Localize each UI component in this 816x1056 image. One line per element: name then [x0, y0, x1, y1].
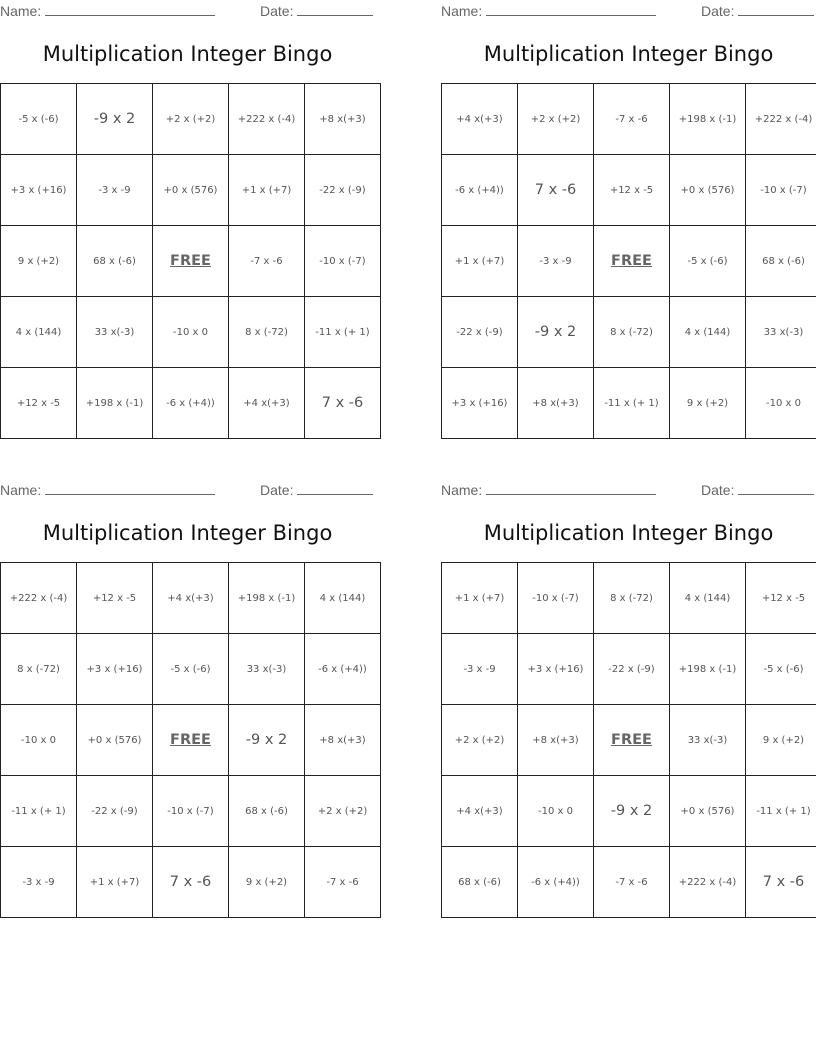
bingo-cell: +0 x (576): [77, 705, 153, 776]
bingo-cell: +222 x (-4): [229, 84, 305, 155]
bingo-cell: +0 x (576): [670, 776, 746, 847]
bingo-cell: 7 x -6: [518, 155, 594, 226]
bingo-cell: -5 x (-6): [1, 84, 77, 155]
bingo-cell: -7 x -6: [594, 847, 670, 918]
bingo-cell: +8 x(+3): [518, 368, 594, 439]
bingo-cell: -5 x (-6): [153, 634, 229, 705]
bingo-cell: 33 x(-3): [746, 297, 816, 368]
bingo-cell: +1 x (+7): [442, 226, 518, 297]
bingo-card: [441, 479, 816, 890]
bingo-card: [441, 0, 816, 409]
bingo-cell: 4 x (144): [1, 297, 77, 368]
bingo-cell: 9 x (+2): [670, 368, 746, 439]
bingo-grid: [0, 83, 381, 439]
bingo-cell: -11 x (+ 1): [594, 368, 670, 439]
bingo-grid: [441, 562, 816, 918]
bingo-cell: -3 x -9: [518, 226, 594, 297]
bingo-cell: +12 x -5: [746, 563, 816, 634]
bingo-cell: +2 x (+2): [442, 705, 518, 776]
bingo-cell: -5 x (-6): [670, 226, 746, 297]
bingo-cell: -6 x (+4)): [518, 847, 594, 918]
free-space: FREE: [153, 226, 229, 297]
bingo-cell: -9 x 2: [229, 705, 305, 776]
card-title: Multiplication Integer Bingo: [483, 521, 774, 545]
card-title: Multiplication Integer Bingo: [483, 42, 774, 66]
bingo-cell: 9 x (+2): [746, 705, 816, 776]
bingo-cell: +2 x (+2): [518, 84, 594, 155]
bingo-cell: -11 x (+ 1): [746, 776, 816, 847]
bingo-row: [442, 226, 816, 297]
bingo-card: [0, 0, 375, 411]
date-field: [260, 3, 373, 19]
name-field: [441, 3, 656, 19]
bingo-cell: +3 x (+16): [518, 634, 594, 705]
bingo-row: [442, 297, 816, 368]
bingo-cell: -5 x (-6): [746, 634, 816, 705]
name-blank-line: [486, 3, 656, 16]
date-blank-line: [297, 482, 373, 495]
bingo-row: [442, 705, 816, 776]
bingo-cell: -10 x (-7): [746, 155, 816, 226]
bingo-cell: -6 x (+4)): [153, 368, 229, 439]
name-field: [441, 482, 656, 498]
bingo-cell: +222 x (-4): [1, 563, 77, 634]
name-blank-line: [45, 482, 215, 495]
card-header: [441, 0, 816, 22]
bingo-cell: +12 x -5: [77, 563, 153, 634]
bingo-cell: -10 x 0: [518, 776, 594, 847]
bingo-cell: +8 x(+3): [305, 705, 381, 776]
bingo-row: [1, 634, 381, 705]
bingo-cell: -10 x (-7): [305, 226, 381, 297]
date-field: [701, 3, 814, 19]
bingo-cell: +0 x (576): [670, 155, 746, 226]
bingo-cell: -6 x (+4)): [305, 634, 381, 705]
bingo-cell: 4 x (144): [670, 563, 746, 634]
date-blank-line: [738, 3, 814, 16]
bingo-cell: +198 x (-1): [670, 634, 746, 705]
bingo-row: [1, 84, 381, 155]
bingo-cell: +3 x (+16): [442, 368, 518, 439]
bingo-cell: 7 x -6: [153, 847, 229, 918]
bingo-grid: [441, 83, 816, 439]
bingo-cell: -3 x -9: [1, 847, 77, 918]
bingo-row: [442, 155, 816, 226]
bingo-cell: 7 x -6: [746, 847, 816, 918]
date-field: [701, 482, 814, 498]
bingo-cell: 68 x (-6): [746, 226, 816, 297]
date-field: [260, 482, 373, 498]
name-blank-line: [486, 482, 656, 495]
bingo-cell: +4 x(+3): [442, 84, 518, 155]
bingo-cell: 9 x (+2): [229, 847, 305, 918]
card-header: [0, 0, 375, 22]
bingo-cell: +3 x (+16): [1, 155, 77, 226]
bingo-row: [442, 368, 816, 439]
bingo-cell: -22 x (-9): [442, 297, 518, 368]
bingo-cell: +222 x (-4): [746, 84, 816, 155]
bingo-cell: +1 x (+7): [77, 847, 153, 918]
card-header: [0, 479, 375, 501]
bingo-cell: +12 x -5: [594, 155, 670, 226]
bingo-row: [1, 226, 381, 297]
card-header: [441, 479, 816, 501]
bingo-row: [1, 776, 381, 847]
bingo-cell: +3 x (+16): [77, 634, 153, 705]
bingo-cell: 68 x (-6): [229, 776, 305, 847]
bingo-row: [442, 84, 816, 155]
bingo-cell: -7 x -6: [594, 84, 670, 155]
bingo-cell: -10 x (-7): [518, 563, 594, 634]
bingo-row: [1, 297, 381, 368]
bingo-cell: -11 x (+ 1): [305, 297, 381, 368]
bingo-cell: +2 x (+2): [153, 84, 229, 155]
bingo-cell: -6 x (+4)): [442, 155, 518, 226]
bingo-cell: +222 x (-4): [670, 847, 746, 918]
bingo-cell: -11 x (+ 1): [1, 776, 77, 847]
bingo-card: [0, 479, 375, 890]
bingo-cell: +4 x(+3): [442, 776, 518, 847]
date-blank-line: [738, 482, 814, 495]
bingo-cell: 8 x (-72): [229, 297, 305, 368]
bingo-cell: 68 x (-6): [77, 226, 153, 297]
bingo-cell: -3 x -9: [77, 155, 153, 226]
bingo-cell: -7 x -6: [305, 847, 381, 918]
bingo-cell: -10 x 0: [1, 705, 77, 776]
bingo-cell: -10 x 0: [746, 368, 816, 439]
bingo-row: [442, 776, 816, 847]
bingo-cell: 7 x -6: [305, 368, 381, 439]
date-blank-line: [297, 3, 373, 16]
free-space: FREE: [153, 705, 229, 776]
bingo-cell: 4 x (144): [670, 297, 746, 368]
bingo-cell: 8 x (-72): [594, 297, 670, 368]
bingo-cell: +198 x (-1): [670, 84, 746, 155]
bingo-cell: -7 x -6: [229, 226, 305, 297]
name-label: Name:: [0, 3, 42, 19]
date-label: Date:: [701, 3, 735, 19]
bingo-cell: 33 x(-3): [229, 634, 305, 705]
bingo-row: [442, 563, 816, 634]
bingo-cell: +4 x(+3): [153, 563, 229, 634]
bingo-cell: 4 x (144): [305, 563, 381, 634]
name-label: Name:: [441, 3, 483, 19]
bingo-cell: +4 x(+3): [229, 368, 305, 439]
bingo-cell: 33 x(-3): [670, 705, 746, 776]
free-space: FREE: [594, 705, 670, 776]
name-field: [0, 3, 215, 19]
bingo-row: [1, 155, 381, 226]
bingo-cell: +8 x(+3): [518, 705, 594, 776]
bingo-cell: +1 x (+7): [229, 155, 305, 226]
bingo-cell: -9 x 2: [77, 84, 153, 155]
bingo-row: [1, 847, 381, 918]
date-label: Date:: [701, 482, 735, 498]
bingo-row: [442, 847, 816, 918]
bingo-cell: -22 x (-9): [305, 155, 381, 226]
card-title: Multiplication Integer Bingo: [42, 521, 333, 545]
bingo-cell: -22 x (-9): [77, 776, 153, 847]
bingo-cell: 8 x (-72): [1, 634, 77, 705]
bingo-cell: +1 x (+7): [442, 563, 518, 634]
bingo-row: [1, 368, 381, 439]
bingo-row: [1, 705, 381, 776]
bingo-cell: +12 x -5: [1, 368, 77, 439]
date-label: Date:: [260, 3, 294, 19]
bingo-cell: 68 x (-6): [442, 847, 518, 918]
bingo-cell: -10 x (-7): [153, 776, 229, 847]
bingo-cell: 33 x(-3): [77, 297, 153, 368]
free-space: FREE: [594, 226, 670, 297]
bingo-cell: -3 x -9: [442, 634, 518, 705]
bingo-cell: +8 x(+3): [305, 84, 381, 155]
bingo-cell: -9 x 2: [518, 297, 594, 368]
bingo-cell: +198 x (-1): [77, 368, 153, 439]
bingo-cell: +0 x (576): [153, 155, 229, 226]
bingo-cell: +2 x (+2): [305, 776, 381, 847]
bingo-cell: +198 x (-1): [229, 563, 305, 634]
name-field: [0, 482, 215, 498]
bingo-cell: 8 x (-72): [594, 563, 670, 634]
bingo-cell: -10 x 0: [153, 297, 229, 368]
bingo-cell: -22 x (-9): [594, 634, 670, 705]
bingo-row: [1, 563, 381, 634]
name-label: Name:: [0, 482, 42, 498]
date-label: Date:: [260, 482, 294, 498]
name-blank-line: [45, 3, 215, 16]
bingo-cell: -9 x 2: [594, 776, 670, 847]
bingo-cell: 9 x (+2): [1, 226, 77, 297]
name-label: Name:: [441, 482, 483, 498]
bingo-row: [442, 634, 816, 705]
card-title: Multiplication Integer Bingo: [42, 42, 333, 66]
bingo-grid: [0, 562, 381, 918]
